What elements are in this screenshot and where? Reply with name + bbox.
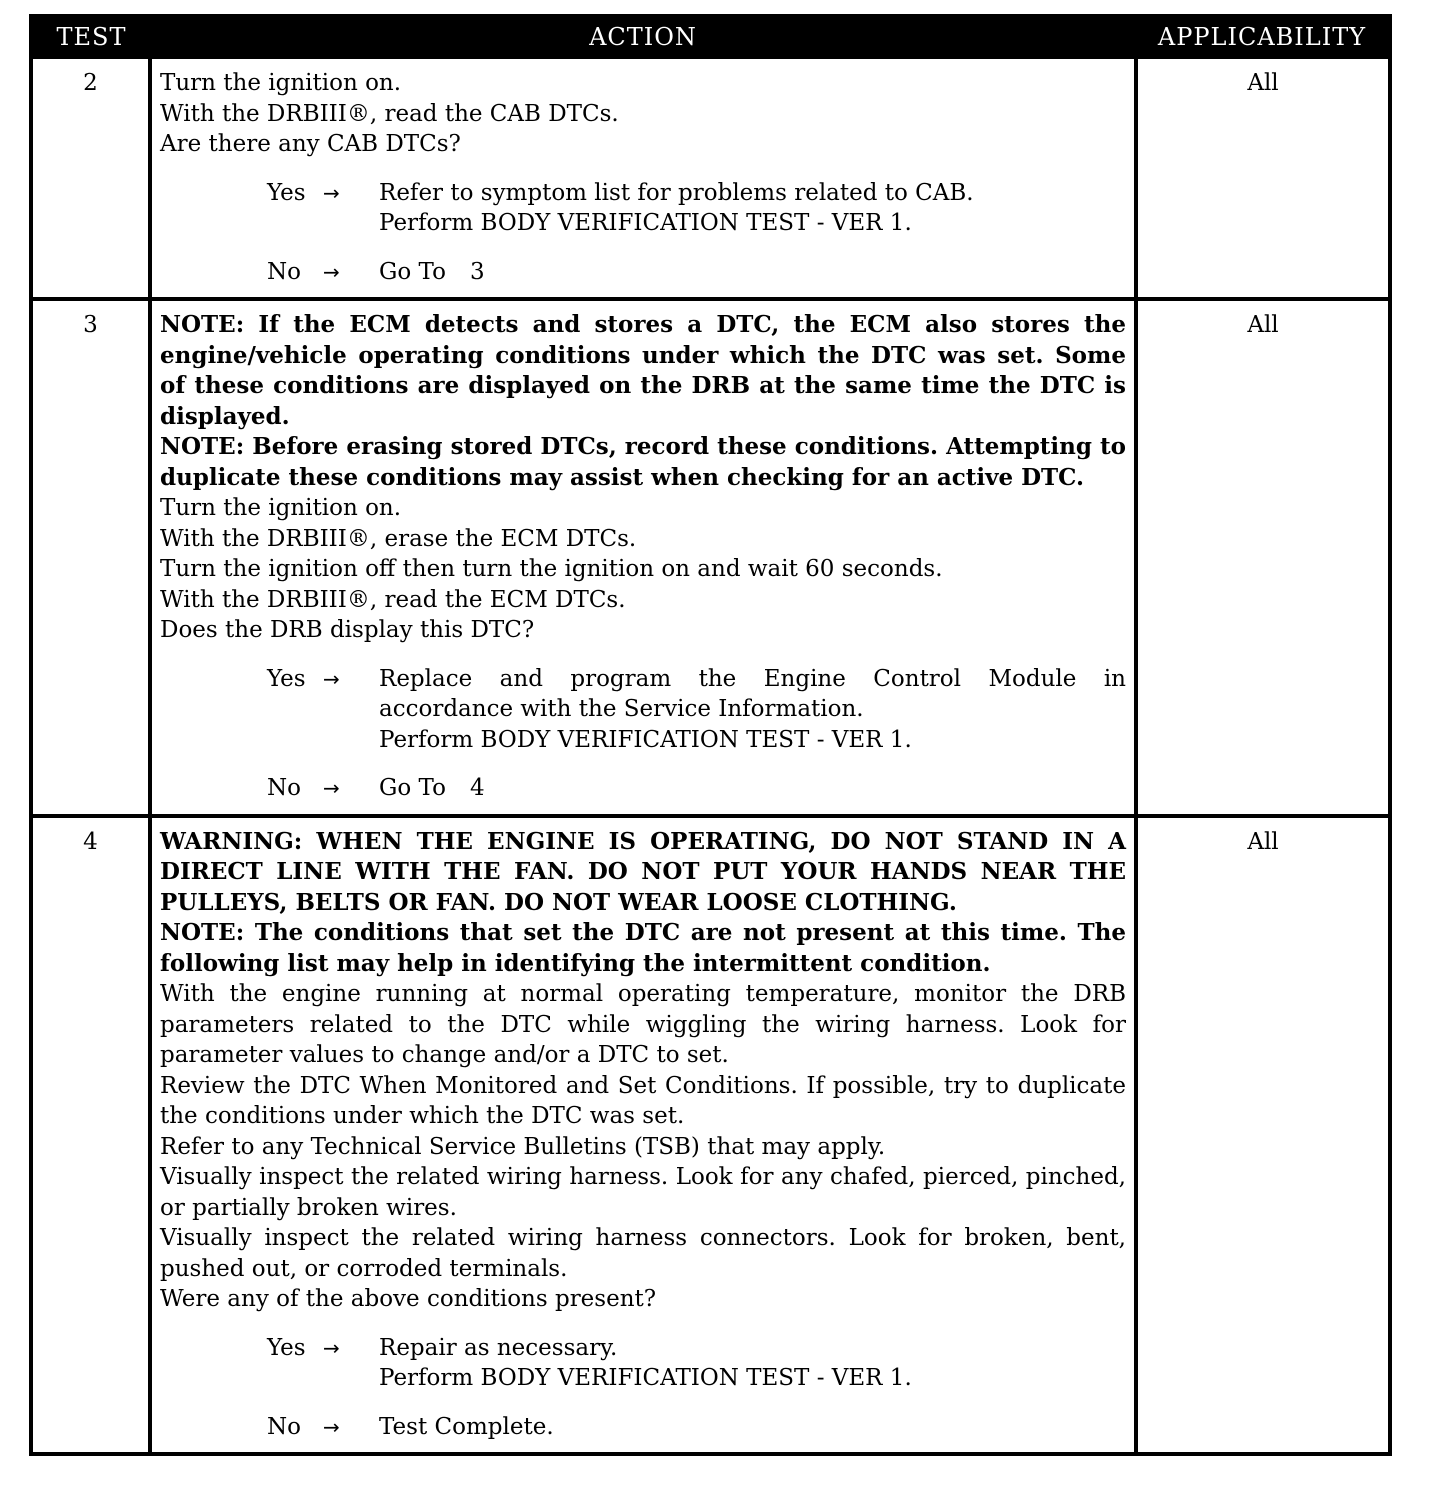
instruction-text: Does the DRB display this DTC? <box>160 617 535 643</box>
test-number: 3 <box>31 299 150 816</box>
action-cell <box>150 816 1136 1455</box>
arrow-right-icon: → <box>323 666 340 691</box>
yes-action-text: Refer to symptom list for problems related to CAB. <box>379 179 974 206</box>
no-answer <box>160 773 1126 804</box>
instruction-text: Are there any CAB DTCs? <box>160 131 461 157</box>
no-answer <box>160 257 1126 288</box>
no-action <box>379 773 1126 804</box>
instruction-text: Visually inspect the related wiring harness. Look for any chafed, pierced, pinched, or partially broken wires. <box>160 1164 1126 1221</box>
action-cell <box>150 299 1136 816</box>
yes-action-text: Perform BODY VERIFICATION TEST - VER 1. <box>379 210 912 236</box>
no-label: No <box>267 1413 301 1440</box>
arrow-right-icon: → <box>323 180 340 205</box>
yes-action <box>379 1333 1126 1394</box>
instruction-text: Were any of the above conditions present? <box>160 1286 657 1312</box>
yes-answer <box>160 1333 1126 1394</box>
instruction-text: With the engine running at normal operating temperature, monitor the DRB parameters related to the DTC while wiggling the wiring harness. Look for parameter values to change and/or a DTC to set. <box>160 981 1126 1068</box>
goto-test-number: 4 <box>469 775 485 801</box>
no-action <box>379 257 1126 288</box>
test-number: 4 <box>31 816 150 1455</box>
yes-action-text: Perform BODY VERIFICATION TEST - VER 1. <box>379 726 912 753</box>
instruction-text: Turn the ignition on. <box>160 70 402 96</box>
yes-answer <box>160 178 1126 239</box>
yes-answer <box>160 664 1126 756</box>
note-text: NOTE: If the ECM detects and stores a DTC, the ECM also stores the engine/vehicle operating conditions under which the DTC was set. Some of these conditions are displayed on the DRB at the same time the DTC is displayed. <box>160 311 1126 430</box>
instruction-text: Turn the ignition on. <box>160 495 402 521</box>
instruction-text: Visually inspect the related wiring harness connectors. Look for broken, bent, pushed out, or corroded terminals. <box>160 1225 1126 1282</box>
answer-block <box>160 178 1126 288</box>
goto-test-number: 3 <box>469 258 485 285</box>
header-action: ACTION <box>150 16 1136 57</box>
applicability-value: All <box>1136 299 1390 816</box>
yes-action <box>379 664 1126 756</box>
instruction-text: Refer to any Technical Service Bulletins (TSB) that may apply. <box>160 1133 886 1160</box>
no-action-text: Go To <box>379 258 446 285</box>
table-header-row <box>31 16 1390 57</box>
arrow-right-icon: → <box>323 1414 340 1439</box>
yes-label: Yes <box>267 1334 306 1361</box>
yes-label: Yes <box>267 665 306 692</box>
yes-action-text: Perform BODY VERIFICATION TEST - VER 1. <box>379 1365 912 1391</box>
arrow-right-icon: → <box>323 776 340 800</box>
instruction-text: With the DRBIII®, erase the ECM DTCs. <box>160 525 637 552</box>
answer-block <box>160 1333 1126 1443</box>
arrow-right-icon: → <box>323 1335 340 1360</box>
applicability-value: All <box>1136 57 1390 299</box>
no-label: No <box>267 258 301 285</box>
action-cell <box>150 57 1136 299</box>
yes-label: Yes <box>267 179 306 206</box>
table-row <box>31 299 1390 816</box>
answer-block <box>160 664 1126 804</box>
no-action <box>379 1412 1126 1443</box>
header-applicability: APPLICABILITY <box>1136 16 1390 57</box>
instruction-text: Review the DTC When Monitored and Set Conditions. If possible, try to duplicate the conditions under which the DTC was set. <box>160 1072 1126 1129</box>
diagnostic-test-table <box>29 14 1392 1456</box>
yes-action <box>379 178 1126 239</box>
arrow-right-icon: → <box>323 259 340 284</box>
table-body <box>31 57 1390 1454</box>
note-text: WARNING: WHEN THE ENGINE IS OPERATING, DO NOT STAND IN A DIRECT LINE WITH THE FAN. DO NOT PUT YOUR HANDS NEAR THE PULLEYS, BELTS OR FAN. DO NOT WEAR LOOSE CLOTHING. <box>160 827 1126 916</box>
no-label: No <box>267 775 301 801</box>
instruction-text: Turn the ignition off then turn the ignition on and wait 60 seconds. <box>160 556 943 582</box>
instruction-text: With the DRBIII®, read the CAB DTCs. <box>160 100 619 127</box>
no-action-text: Go To <box>379 775 446 801</box>
no-answer <box>160 1412 1126 1443</box>
no-action-text: Test Complete. <box>379 1413 554 1440</box>
header-test: TEST <box>31 16 150 57</box>
table-row <box>31 57 1390 299</box>
table-row <box>31 816 1390 1455</box>
note-text: NOTE: Before erasing stored DTCs, record these conditions. Attempting to duplicate these conditions may assist when checking for an active DTC. <box>160 433 1126 491</box>
instruction-text: With the DRBIII®, read the ECM DTCs. <box>160 586 626 613</box>
test-number: 2 <box>31 57 150 299</box>
yes-action-text: Repair as necessary. <box>379 1334 618 1361</box>
applicability-value: All <box>1136 816 1390 1455</box>
yes-action-text: Replace and program the Engine Control Module in accordance with the Service Information. <box>379 665 1126 722</box>
note-text: NOTE: The conditions that set the DTC are not present at this time. The following list may help in identifying the intermittent condition. <box>160 919 1126 977</box>
